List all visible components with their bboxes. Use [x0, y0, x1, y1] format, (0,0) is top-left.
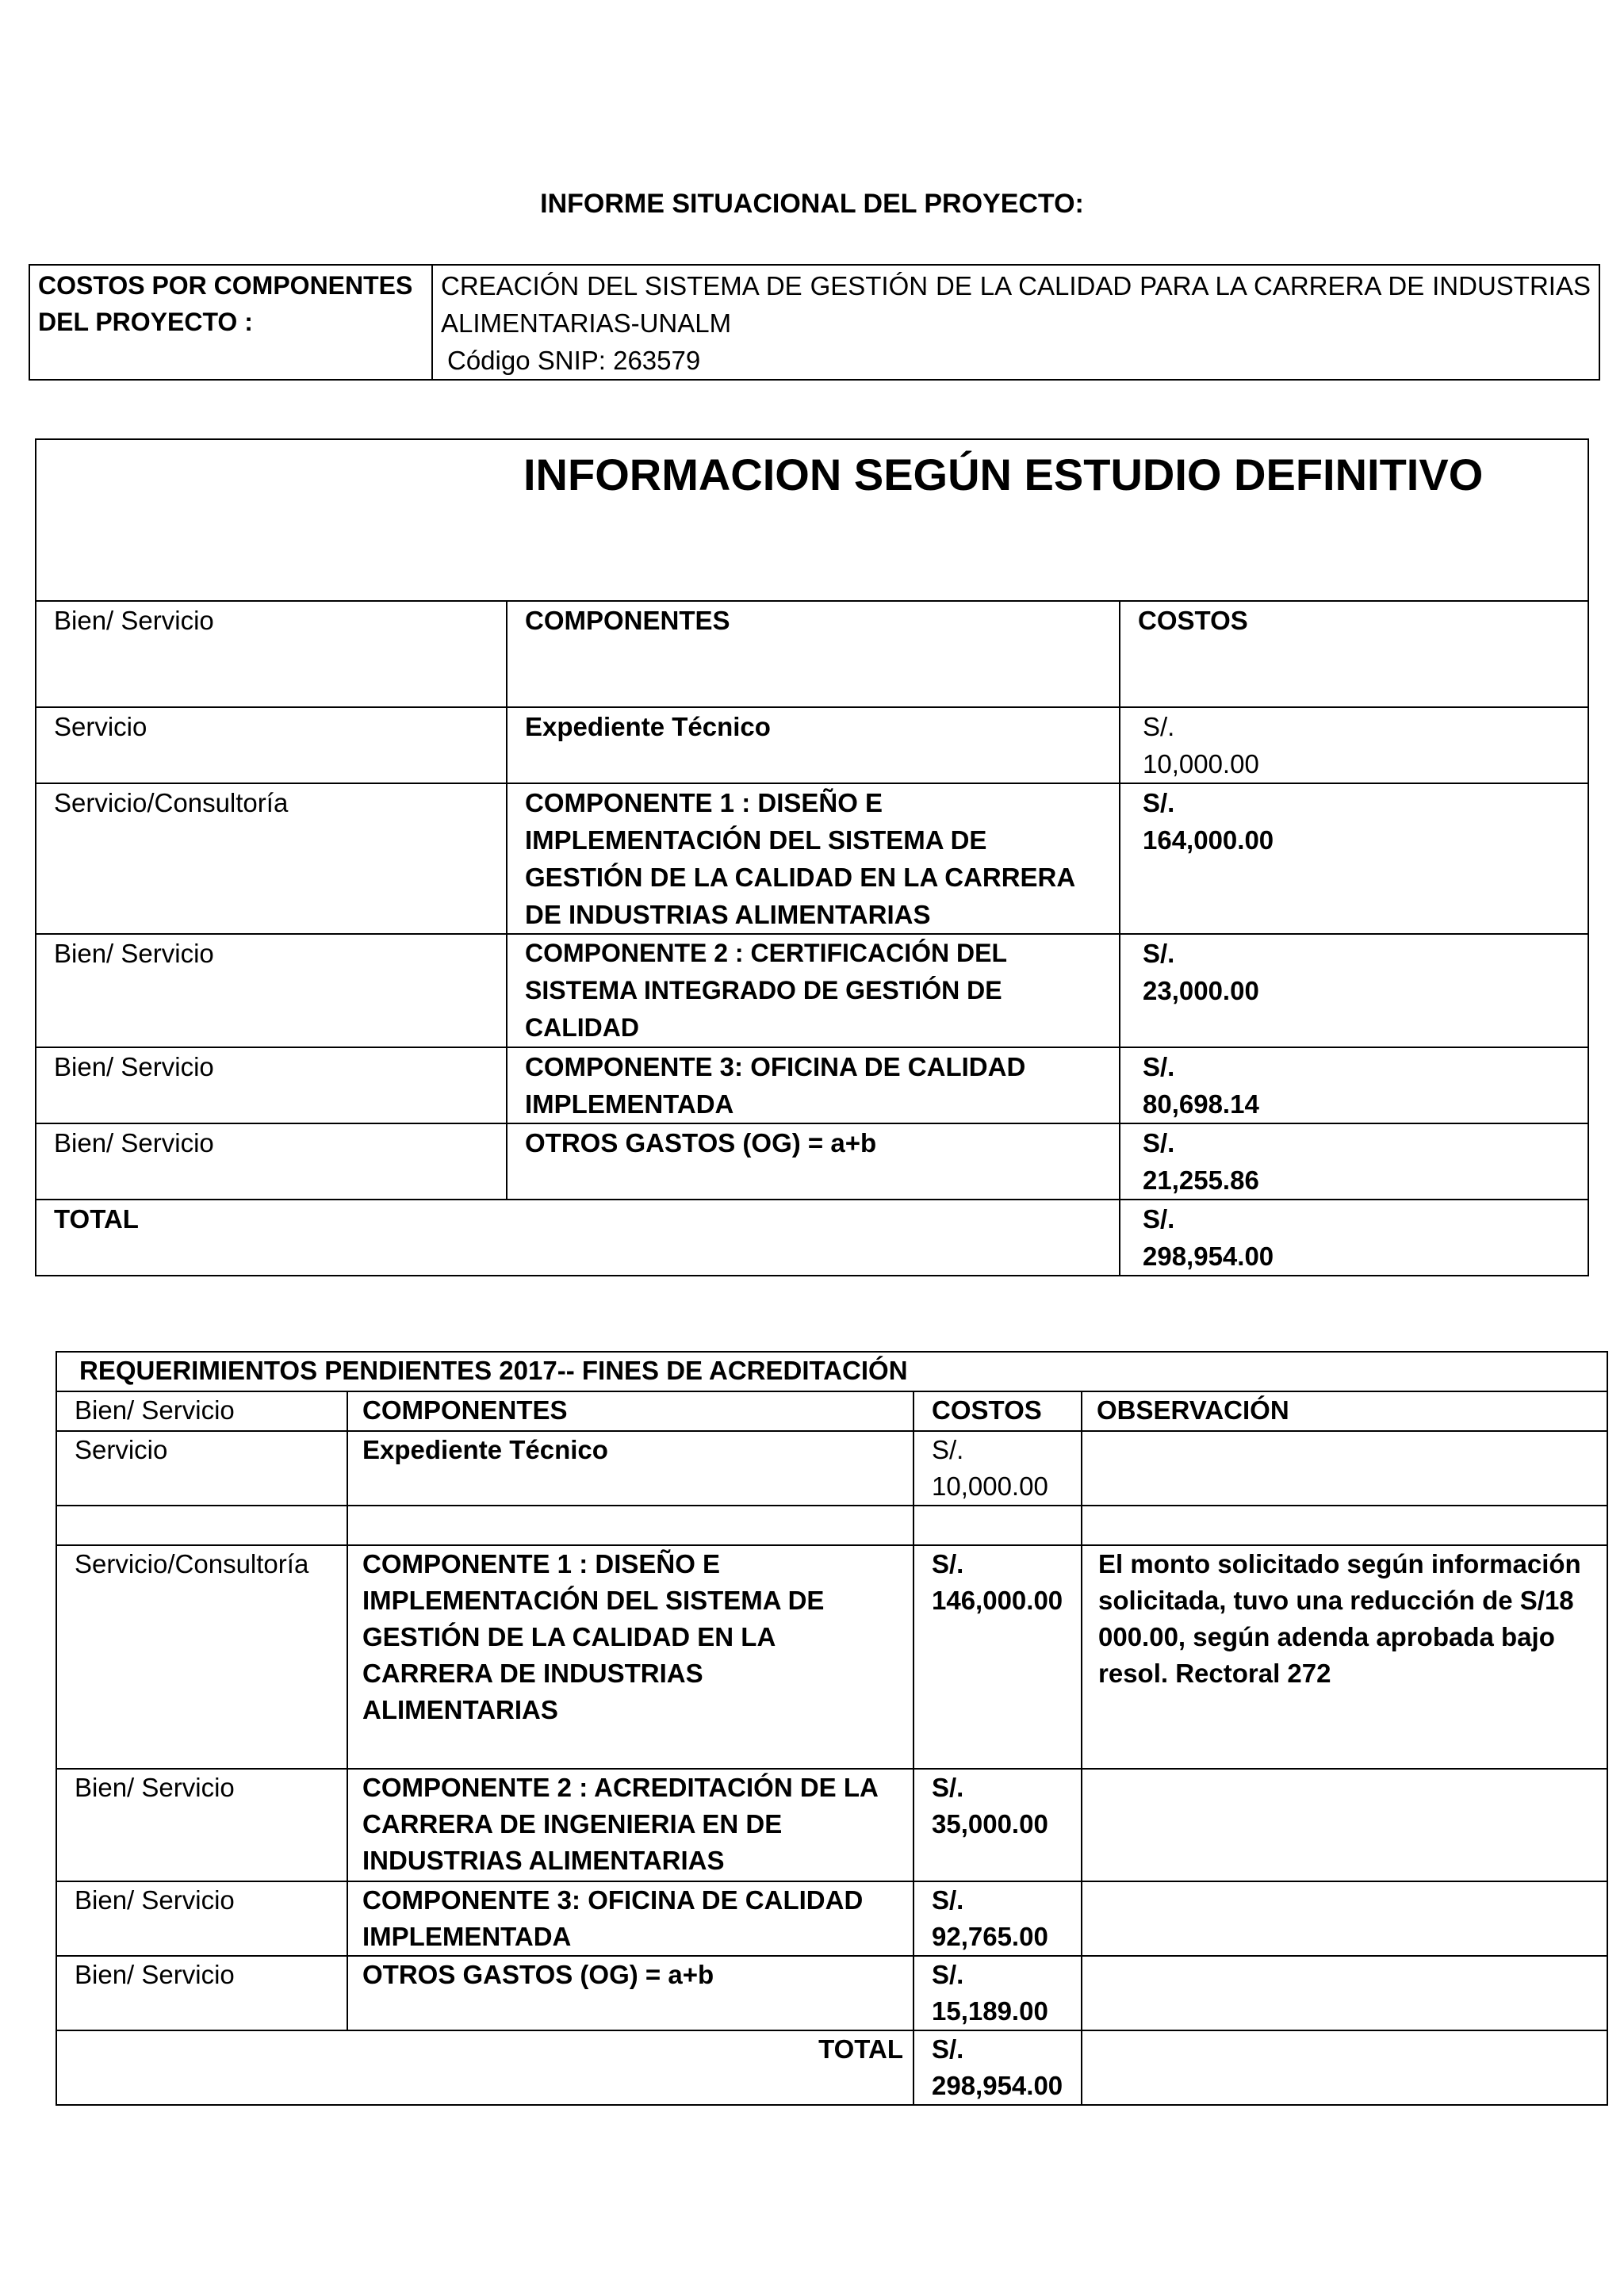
document-title: INFORME SITUACIONAL DEL PROYECTO:: [540, 189, 1084, 219]
study-row: [36, 1123, 1588, 1200]
study-total-value: S/. 298,954.00: [1120, 1200, 1588, 1276]
pending-col-bien: Bien/ Servicio: [56, 1391, 347, 1431]
pending-row-bien: Servicio: [56, 1431, 347, 1506]
pending-row-componente: Expediente Técnico: [347, 1431, 914, 1506]
pending-row-costo: S/. 35,000.00: [914, 1769, 1082, 1881]
empty-cell: [914, 1506, 1082, 1545]
study-row-bien: Bien/ Servicio: [36, 1047, 507, 1123]
empty-cell: [347, 1506, 914, 1545]
pending-total-value: S/. 298,954.00: [914, 2030, 1082, 2105]
study-total-label: TOTAL: [36, 1200, 1120, 1276]
pending-table: [56, 1351, 1608, 2106]
pending-row-bien: Bien/ Servicio: [56, 1881, 347, 1956]
pending-row: [56, 1881, 1607, 1956]
study-row-componente: Expediente Técnico: [507, 707, 1120, 783]
pending-row-observacion: [1082, 1881, 1607, 1956]
study-col-costos: COSTOS: [1120, 601, 1588, 707]
pending-col-observacion: OBSERVACIÓN: [1082, 1391, 1607, 1431]
pending-total-row: [56, 2030, 1607, 2105]
pending-row-componente: OTROS GASTOS (OG) = a+b: [347, 1956, 914, 2030]
pending-empty-row: [56, 1506, 1607, 1545]
pending-title: REQUERIMIENTOS PENDIENTES 2017-- FINES DE ACREDITACIÓN: [56, 1352, 1607, 1391]
pending-row-observacion: El monto solicitado según información solicitada, tuvo una reducción de S/18 000.00, según adenda aprobada bajo resol. Rectoral 272: [1082, 1545, 1607, 1769]
study-title: INFORMACION SEGÚN ESTUDIO DEFINITIVO: [523, 450, 1484, 499]
study-row-costo: S/. 164,000.00: [1120, 783, 1588, 934]
project-name: CREACIÓN DEL SISTEMA DE GESTIÓN DE LA CALIDAD PARA LA CARRERA DE INDUSTRIAS ALIMENTARIAS-UNALM: [441, 271, 1591, 338]
pending-row-costo: S/. 146,000.00: [914, 1545, 1082, 1769]
study-col-componentes: COMPONENTES: [507, 601, 1120, 707]
study-row-bien: Bien/ Servicio: [36, 934, 507, 1047]
study-row: [36, 707, 1588, 783]
pending-row-costo: S/. 10,000.00: [914, 1431, 1082, 1506]
pending-row-costo: S/. 15,189.00: [914, 1956, 1082, 2030]
pending-row-bien: Servicio/Consultoría: [56, 1545, 347, 1769]
study-row-componente: OTROS GASTOS (OG) = a+b: [507, 1123, 1120, 1200]
study-total-row: [36, 1200, 1588, 1276]
study-row-costo: S/. 10,000.00: [1120, 707, 1588, 783]
empty-cell: [56, 1506, 347, 1545]
study-row-componente: COMPONENTE 1 : DISEÑO E IMPLEMENTACIÓN DEL SISTEMA DE GESTIÓN DE LA CALIDAD EN LA CARRERA DE INDUSTRIAS ALIMENTARIAS: [507, 783, 1120, 934]
pending-row-componente: COMPONENTE 1 : DISEÑO E IMPLEMENTACIÓN DEL SISTEMA DE GESTIÓN DE LA CALIDAD EN LA CARRERA DE INDUSTRIAS ALIMENTARIAS: [347, 1545, 914, 1769]
pending-row-bien: Bien/ Servicio: [56, 1956, 347, 2030]
pending-row: [56, 1956, 1607, 2030]
study-row-bien: Servicio/Consultoría: [36, 783, 507, 934]
empty-cell: [1082, 1506, 1607, 1545]
snip-code: Código SNIP: 263579: [447, 346, 701, 375]
study-row-componente: COMPONENTE 3: OFICINA DE CALIDAD IMPLEMENTADA: [507, 1047, 1120, 1123]
pending-row-observacion: [1082, 1431, 1607, 1506]
study-row-componente: COMPONENTE 2 : CERTIFICACIÓN DEL SISTEMA INTEGRADO DE GESTIÓN DE CALIDAD: [507, 934, 1120, 1047]
study-table: [35, 438, 1589, 1276]
pending-col-componentes: COMPONENTES: [347, 1391, 914, 1431]
pending-row-bien: Bien/ Servicio: [56, 1769, 347, 1881]
pending-row-observacion: [1082, 1769, 1607, 1881]
study-row-bien: Bien/ Servicio: [36, 1123, 507, 1200]
study-row-costo: S/. 80,698.14: [1120, 1047, 1588, 1123]
study-row: [36, 934, 1588, 1047]
pending-row-componente: COMPONENTE 3: OFICINA DE CALIDAD IMPLEMENTADA: [347, 1881, 914, 1956]
pending-row: [56, 1769, 1607, 1881]
pending-row-costo: S/. 92,765.00: [914, 1881, 1082, 1956]
header-table: [29, 264, 1600, 381]
pending-row-componente: COMPONENTE 2 : ACREDITACIÓN DE LA CARRERA DE INGENIERIA EN DE INDUSTRIAS ALIMENTARIAS: [347, 1769, 914, 1881]
study-row-costo: S/. 23,000.00: [1120, 934, 1588, 1047]
pending-row: [56, 1545, 1607, 1769]
study-row: [36, 783, 1588, 934]
pending-col-costos: COSTOS: [914, 1391, 1082, 1431]
pending-row: [56, 1431, 1607, 1506]
study-row-bien: Servicio: [36, 707, 507, 783]
study-row-costo: S/. 21,255.86: [1120, 1123, 1588, 1200]
study-row: [36, 1047, 1588, 1123]
empty-cell: [1082, 2030, 1607, 2105]
pending-row-observacion: [1082, 1956, 1607, 2030]
header-project-cell: [432, 265, 1599, 380]
pending-total-label: TOTAL: [56, 2030, 914, 2105]
header-label: COSTOS POR COMPONENTES DEL PROYECTO :: [29, 265, 432, 380]
study-col-bien: Bien/ Servicio: [36, 601, 507, 707]
study-title-cell: [36, 439, 1588, 601]
